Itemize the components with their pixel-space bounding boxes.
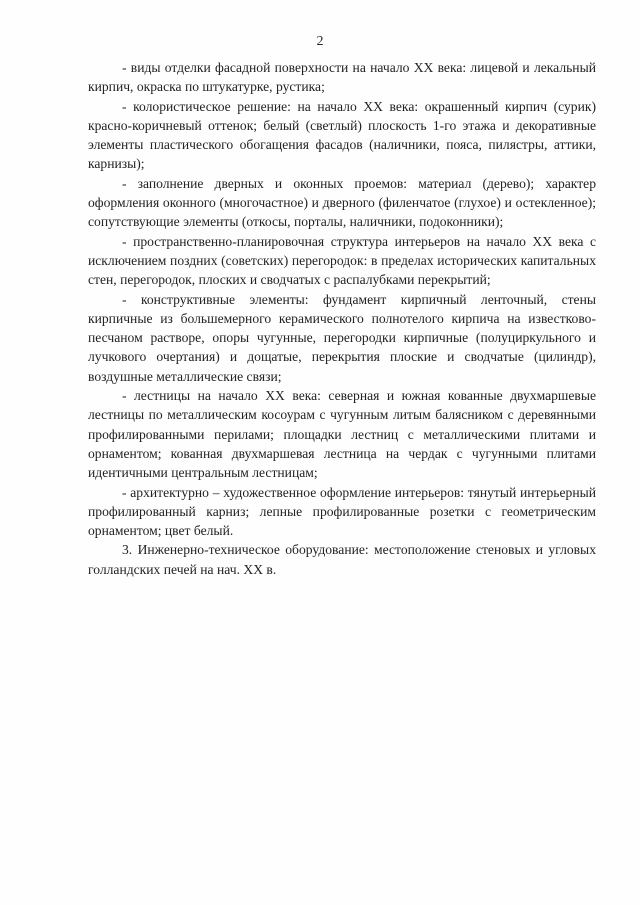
paragraph-interior-layout: - пространственно-планировочная структура интерьеров на начало XX века с исключением поздних (советских) перегородок: в пределах исторических капитальных стен, перегородок, плоских и сводчатых с распалубками перекрытий; xyxy=(88,233,596,288)
page-number: 2 xyxy=(316,34,324,49)
paragraph-color-scheme: - колористическое решение: на начало XX века: окрашенный кирпич (сурик) красно-коричневый оттенок; белый (светлый) плоскость 1-го этажа и декоративные элементы пластического обогащения фасадов (наличники, пояса, пилястры, аттики, карнизы); xyxy=(88,98,596,172)
paragraph-engineering-equipment: 3. Инженерно-техническое оборудование: местоположение стеновых и угловых голландских печей на нач. XX в. xyxy=(88,542,596,577)
paragraph-staircases: - лестницы на начало XX века: северная и южная кованные двухмаршевые лестницы по металлическим косоурам с чугунным литым балясником с деревянными профилированными перилами; площадки лестниц с металлическими плитами и орнаментом; кованная двухмаршевая лестница на чердак с чугунными плитами идентичными центральным лестницам; xyxy=(88,388,596,481)
paragraph-facade-finish: - виды отделки фасадной поверхности на начало XX века: лицевой и лекальный кирпич, окраска по штукатурке, рустика; xyxy=(88,60,596,95)
paragraph-interior-decor: - архитектурно – художественное оформление интерьеров: тянутый интерьерный профилированный карниз; лепные профилированные розетки с геометрическим орнаментом; цвет белый. xyxy=(88,484,596,539)
paragraph-structural-elements: - конструктивные элементы: фундамент кирпичный ленточный, стены кирпичные из большемерного керамического полнотелого кирпича на известково-песчаном растворе, опоры чугунные, перегородки кирпичные (полуциркульного и лучкового очертания) и дощатые, перекрытия плоские и сводчатые (цилиндр), воздушные металлические связи; xyxy=(88,291,596,384)
document-body xyxy=(88,58,596,579)
paragraph-door-window-fill: - заполнение дверных и оконных проемов: материал (дерево); характер оформления оконного (многочастное) и дверного (филенчатое (глухое) и остекленное); сопутствующие элементы (откосы, порталы, наличники, подоконники); xyxy=(88,175,596,230)
